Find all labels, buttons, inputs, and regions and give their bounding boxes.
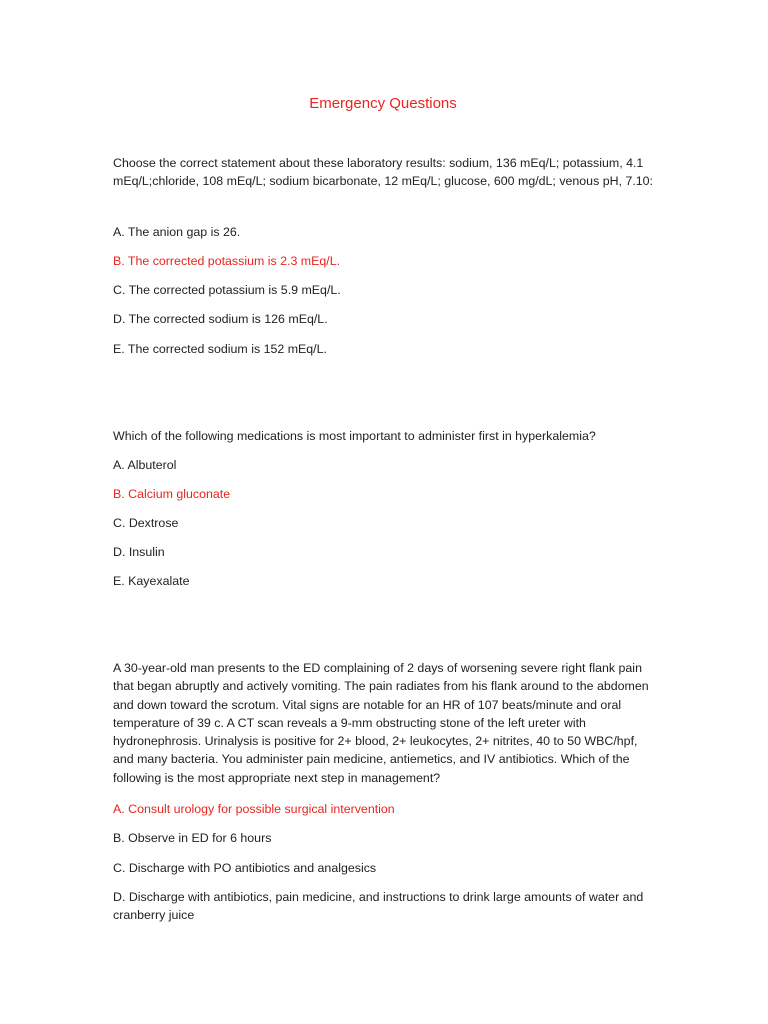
question-1-option-e: E. The corrected sodium is 152 mEq/L.	[113, 342, 327, 356]
question-1-option-c: C. The corrected potassium is 5.9 mEq/L.	[113, 283, 341, 297]
question-2-option-d: D. Insulin	[113, 545, 165, 559]
question-3-option-b: B. Observe in ED for 6 hours	[113, 831, 272, 845]
question-1-stem: Choose the correct statement about these laboratory results: sodium, 136 mEq/L; potassium, 4.1 mEq/L;chloride, 108 mEq/L; sodium bicarbonate, 12 mEq/L; glucose, 600 mg/dL; venous pH, 7.10:	[113, 156, 653, 189]
question-1-option-a: A. The anion gap is 26.	[113, 225, 241, 239]
question-3-option-a-correct: A. Consult urology for possible surgical intervention	[113, 802, 395, 816]
question-2-stem: Which of the following medications is most important to administer first in hyperkalemia?	[113, 429, 596, 443]
question-1-option-b-correct: B. The corrected potassium is 2.3 mEq/L.	[113, 254, 341, 268]
document-title: Emergency Questions	[309, 95, 457, 112]
question-3-option-c: C. Discharge with PO antibiotics and analgesics	[113, 861, 377, 875]
question-3-option-d: D. Discharge with antibiotics, pain medicine, and instructions to drink large amounts of water and cranberry juice	[113, 890, 644, 923]
question-2-option-a: A. Albuterol	[113, 458, 177, 472]
question-2-option-b-correct: B. Calcium gluconate	[113, 487, 231, 501]
question-3-stem: A 30-year-old man presents to the ED complaining of 2 days of worsening severe right flank pain that began abruptly and actively vomiting. The pain radiates from his flank around to the abdomen and down toward the scrotum. Vital signs are notable for an HR of 107 beats/minute and oral temperature of 39 c. A CT scan reveals a 9-mm obstructing stone of the left ureter with hydronephrosis. Urinalysis is positive for 2+ blood, 2+ leukocytes, 2+ nitrites, 40 to 50 WBC/hpf, and many bacteria. You administer pain medicine, antiemetics, and IV antibiotics. Which of the following is the most appropriate next step in management?	[113, 661, 649, 785]
question-1-option-d: D. The corrected sodium is 126 mEq/L.	[113, 312, 328, 326]
question-2-option-c: C. Dextrose	[113, 516, 179, 530]
question-2-option-e: E. Kayexalate	[113, 574, 190, 588]
